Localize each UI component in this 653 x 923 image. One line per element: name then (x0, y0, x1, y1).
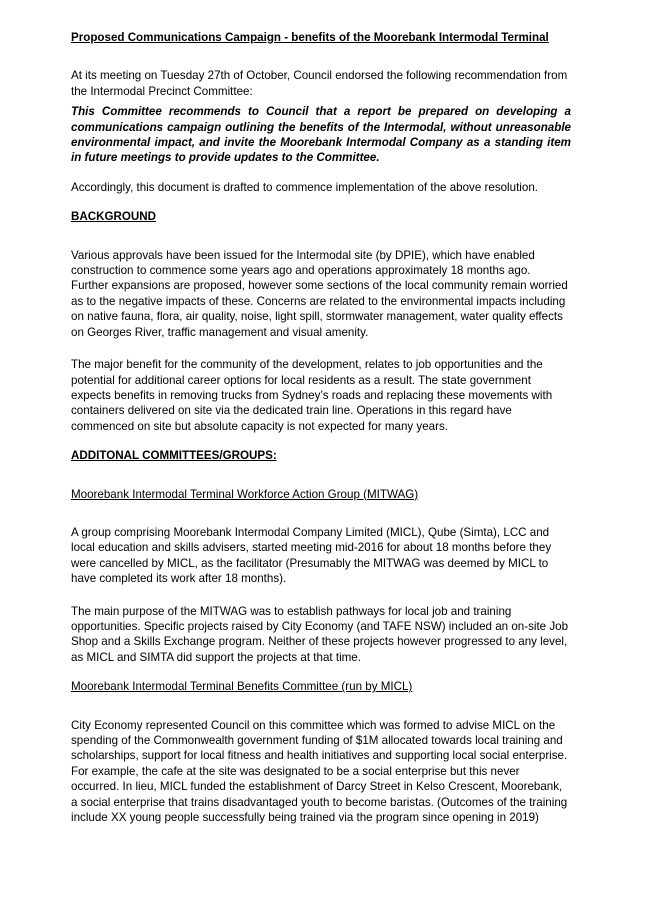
background-heading: BACKGROUND (71, 210, 157, 224)
mitwag-paragraph-2: The main purpose of the MITWAG was to establish pathways for local job and training opportunities. Specific projects raised by City Economy (and TAFE NSW) included an on-site Job Shop and a Skills Exchange program. Neither of these projects however progressed to any level, as MICL and SIMTA did support the projects at that time. (71, 604, 569, 664)
benefits-committee-paragraph: City Economy represented Council on this committee which was formed to advise MICL on the spending of the Commonwealth government funding of $1M allocated towards local training and scholarships, support for local fitness and health initiatives and supporting local social enterprise. For example, the cafe at the site was designated to be a social enterprise but this never occurred. In lieu, MICL funded the establishment of Darcy Street in Kelso Crescent, Moorebank, a social enterprise that trains disadvantaged youth to become baristas. (Outcomes of the training include XX young people successfully being trained via the program since opening in 2019) (71, 718, 568, 825)
mitwag-heading: Moorebank Intermodal Terminal Workforce Action Group (MITWAG) (71, 487, 419, 501)
background-paragraph-1: Various approvals have been issued for the Intermodal site (by DPIE), which have enabled construction to commence some years ago and operations approximately 18 months ago. Further expansions are proposed, however some sections of the local community remain worried as to the negative impacts of these. Concerns are related to the environmental impacts including on native fauna, flora, air quality, noise, light spill, stormwater management, water quality effects on Georges River, traffic management and visual amenity. (71, 248, 568, 339)
mitwag-paragraph-1: A group comprising Moorebank Intermodal Company Limited (MICL), Qube (Simta), LCC and local education and skills advisers, started meeting mid-2016 for about 18 months before they were cancelled by MICL, as the facilitator (Presumably the MITWAG was deemed by MICL to have completed its work after 18 months). (71, 525, 552, 586)
document-page (71, 30, 571, 825)
accordingly-paragraph: Accordingly, this document is drafted to commence implementation of the above resolution. (71, 180, 538, 194)
document-title: Proposed Communications Campaign - benefits of the Moorebank Intermodal Terminal (71, 31, 549, 44)
background-paragraph-2: The major benefit for the community of the development, relates to job opportunities and the potential for additional career options for local residents as a result. The state government expects benefits in removing trucks from Sydney’s roads and replacing these movements with containers delivered on site via the dedicated train line. Operations in this regard have commenced on site but absolute capacity is not expected for many years. (71, 358, 553, 433)
additional-committees-heading: ADDITONAL COMMITTEES/GROUPS: (71, 449, 277, 463)
intro-paragraph: At its meeting on Tuesday 27th of October, Council endorsed the following recommendation from the Intermodal Precinct Committee: (71, 69, 568, 98)
committee-recommendation: This Committee recommends to Council that a report be prepared on developing a communications campaign outlining the benefits of the Intermodal, without unreasonable environmental impact, and invite the Moorebank Intermodal Company as a standing item in future meetings to provide updates to the Committee. (71, 105, 571, 165)
benefits-committee-heading: Moorebank Intermodal Terminal Benefits Committee (run by MICL) (71, 680, 413, 694)
